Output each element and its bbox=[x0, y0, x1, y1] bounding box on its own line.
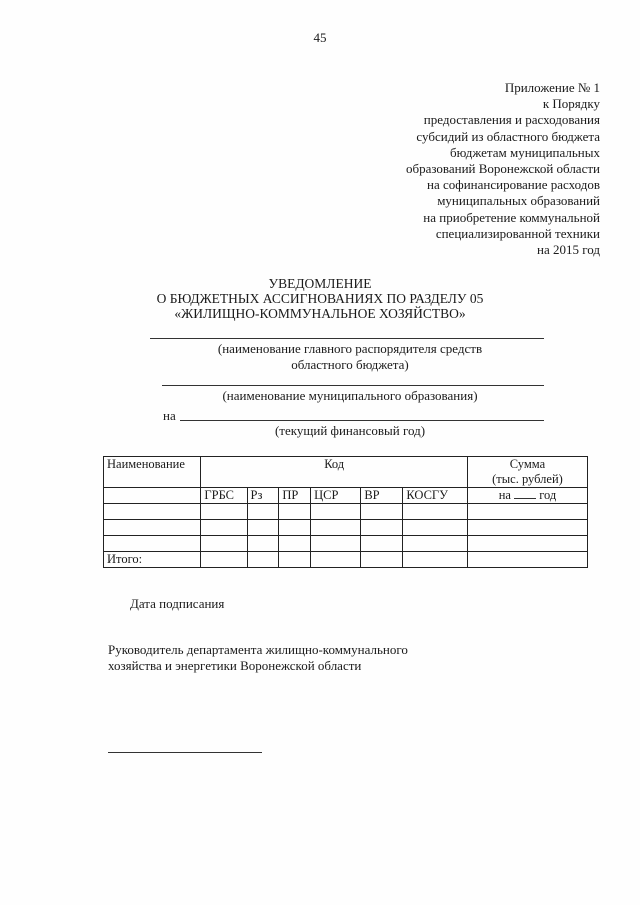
appendix-line: к Порядку bbox=[542, 96, 600, 112]
subheader-kosgu: КОСГУ bbox=[403, 488, 468, 504]
table-subheader-row bbox=[104, 488, 588, 504]
appendix-line: на приобретение коммунальной bbox=[423, 209, 600, 225]
header-sum bbox=[467, 457, 587, 488]
sum-year-suffix: год bbox=[539, 488, 557, 502]
title-line: «ЖИЛИЩНО-КОММУНАЛЬНОЕ ХОЗЯЙСТВО» bbox=[174, 306, 466, 321]
year-prefix: на bbox=[163, 408, 176, 423]
table-row[interactable] bbox=[104, 520, 588, 536]
appendix-line: муниципальных образований bbox=[437, 193, 600, 209]
header-sum-line: Сумма bbox=[509, 457, 546, 471]
head-line: хозяйства и энергетики Воронежской области bbox=[108, 658, 362, 673]
title-line: О БЮДЖЕТНЫХ АССИГНОВАНИЯХ ПО РАЗДЕЛУ 05 bbox=[156, 291, 484, 306]
appendix-line: на софинансирование расходов bbox=[427, 177, 600, 193]
municipality-caption: (наименование муниципального образования) bbox=[222, 388, 478, 403]
subheader-csr: ЦСР bbox=[311, 488, 361, 504]
appendix-line: специализированной техники bbox=[435, 225, 600, 241]
head-line: Руководитель департамента жилищно-коммунального bbox=[108, 642, 408, 657]
title-line: УВЕДОМЛЕНИЕ bbox=[268, 276, 372, 291]
header-name: Наименование bbox=[104, 457, 201, 488]
appendix-block bbox=[340, 80, 600, 258]
table-header-row bbox=[104, 457, 588, 488]
table-total-row[interactable] bbox=[104, 552, 588, 568]
total-label: Итого: bbox=[104, 552, 201, 568]
page-number: 45 bbox=[313, 30, 327, 45]
appendix-line: субсидий из областного бюджета bbox=[416, 128, 600, 144]
caption-line: областного бюджета) bbox=[291, 357, 409, 372]
subheader-pr: ПР bbox=[279, 488, 311, 504]
signing-date-label: Дата подписания bbox=[130, 596, 225, 611]
table-row[interactable] bbox=[104, 504, 588, 520]
year-fill-line[interactable] bbox=[180, 420, 544, 421]
document-title bbox=[0, 276, 640, 321]
subheader-rz: Рз bbox=[247, 488, 279, 504]
signature-fill-line[interactable] bbox=[108, 752, 262, 753]
header-sum-line: (тыс. рублей) bbox=[492, 472, 563, 486]
subheader-sum-year bbox=[467, 488, 587, 504]
grbs-fill-line[interactable] bbox=[150, 338, 544, 339]
table-row[interactable] bbox=[104, 536, 588, 552]
head-signature-block bbox=[108, 642, 408, 674]
grbs-caption bbox=[150, 341, 550, 373]
appendix-line: предоставления и расходования bbox=[423, 112, 600, 128]
appendix-line: на 2015 год bbox=[537, 242, 600, 258]
sum-year-blank[interactable] bbox=[514, 488, 536, 499]
subheader-grbs: ГРБС bbox=[201, 488, 247, 504]
subheader-vr: ВР bbox=[361, 488, 403, 504]
table-cell bbox=[104, 488, 201, 504]
year-caption: (текущий финансовый год) bbox=[274, 423, 426, 438]
municipality-fill-line[interactable] bbox=[162, 385, 544, 386]
appendix-line: образований Воронежской области bbox=[405, 161, 600, 177]
appendix-line: Приложение № 1 bbox=[504, 80, 600, 95]
sum-year-prefix: на bbox=[498, 488, 511, 502]
caption-line: (наименование главного распорядителя средств bbox=[217, 341, 483, 356]
header-code: Код bbox=[201, 457, 468, 488]
appendix-line: бюджетам муниципальных bbox=[450, 144, 600, 160]
budget-table bbox=[103, 456, 588, 568]
